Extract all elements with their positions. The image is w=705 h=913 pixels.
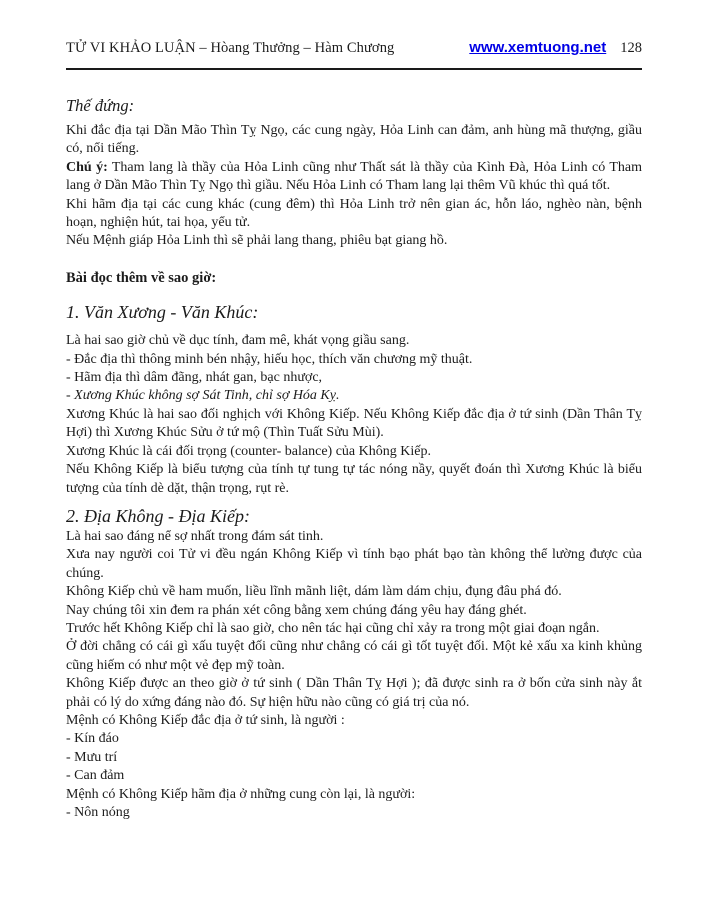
trait-item-muu-tri: - Mưu trí — [66, 749, 118, 765]
page-number: 128 — [620, 40, 642, 56]
read-more-heading: Bài đọc thêm về sao giờ: — [66, 269, 217, 286]
section1-paragraph-4: Nếu Không Kiếp là biểu tượng của tính tự tung tự tác nóng nầy, quyết đoán thì Xương Khúc là biểu tượng của tính dè dặt, thận trọng, rụt rè. — [66, 462, 642, 496]
section1-bullet-2: - Hãm địa thì dâm đãng, nhát gan, bạc nhược, — [66, 370, 323, 386]
section1-heading: 1. Văn Xương - Văn Khúc: — [66, 302, 259, 323]
section2-paragraph-8: Mệnh có Không Kiếp đắc địa ở tứ sinh, là người : — [66, 712, 345, 728]
section1-bullet-3: - Xương Khúc không sợ Sát Tinh, chỉ sợ Hóa Kỵ. — [66, 388, 340, 404]
section2-paragraph-7: Không Kiếp được an theo giờ ở tứ sinh ( Dần Thân Tỵ Hợi ); đã được sinh ra ở bốn cửa sinh này ắt phải có lý do xứng đáng nào đó. Sự hiện hữu nào cũng có giá trị của nó. — [66, 676, 642, 710]
section1-paragraph-2: Xương Khúc là hai sao đối nghịch với Không Kiếp. Nếu Không Kiếp đắc địa ở tứ sinh (Dần Thân Tỵ Hợi) thì Xương Khúc Sửu ở tứ mộ (Thìn Tuất Sửu Mùi). — [66, 406, 642, 441]
trait-item-can-dam: - Can đảm — [66, 768, 125, 784]
section2-paragraph-5: Trước hết Không Kiếp chỉ là sao giờ, cho nên tác hại cũng chỉ xảy ra trong một giai đoạn ngắn. — [66, 620, 600, 636]
section2-paragraph-9: Mệnh có Không Kiếp hãm địa ở những cung còn lại, là người: — [66, 786, 416, 802]
trait-item-non-nong: - Nôn nóng — [66, 805, 130, 820]
section1-paragraph-3: Xương Khúc là cái đối trọng (counter- balance) của Không Kiếp. — [66, 443, 431, 459]
intro-paragraph-menh-giap: Nếu Mệnh giáp Hỏa Linh thì sẽ phải lang thang, phiêu bạt giang hồ. — [66, 233, 448, 249]
section2-paragraph-6: Ở đời chẳng có cái gì xấu tuyệt đối cũng như chẳng có cái gì tốt tuyệt đối. Một kẻ xấu xa kinh khủng cũng hiếm có như một vẻ đẹp mỹ toàn. — [66, 639, 642, 673]
book-title: TỬ VI KHẢO LUẬN – Hòang Thưởng – Hàm Chương — [66, 40, 395, 56]
intro-heading: Thế đứng: — [66, 96, 135, 115]
section2-heading: 2. Địa Không - Địa Kiếp: — [66, 505, 250, 526]
section1-bullet-1: - Đắc địa thì thông minh bén nhậy, hiếu học, thích văn chương mỹ thuật. — [66, 351, 473, 367]
section2-paragraph-3: Không Kiếp chủ về ham muốn, liều lĩnh mãnh liệt, dám làm dám chịu, đụng đâu phá đó. — [66, 584, 562, 600]
page-header — [66, 38, 642, 58]
intro-paragraph-ham-dia: Khi hãm địa tại các cung khác (cung đêm) thì Hỏa Linh trở nên gian ác, hỗn láo, nghèo nàn, bệnh hoạn, nghiện hút, tai họa, yểu tử. — [66, 196, 642, 231]
intro-paragraph-dac-dia: Khi đắc địa tại Dần Mão Thìn Tỵ Ngọ, các cung ngày, Hỏa Linh can đảm, anh hùng mã thượng, giầu có, nổi tiếng. — [66, 123, 642, 157]
section2-paragraph-2: Xưa nay người coi Tử vi đều ngán Không Kiếp vì tính bạo phát bạo tàn không thể lường được của chúng. — [66, 547, 642, 581]
trait-item-kin-dao: - Kín đáo — [66, 731, 119, 747]
note-text: Tham lang là thầy của Hỏa Linh cũng như Thất sát là thầy của Kình Đà, Hỏa Linh có Tham lang ở Dần Mão Thìn Tỵ Ngọ thì giầu. Nếu Hỏa Linh có Tham lang lại thêm Vũ khúc thì quá tốt. — [66, 159, 642, 194]
section2-paragraph-4: Nay chúng tôi xin đem ra phán xét công bằng xem chúng đáng yêu hay đáng ghét. — [66, 602, 527, 618]
section1-paragraph-1: Là hai sao giờ chủ về dục tính, đam mê, khát vọng giầu sang. — [66, 333, 410, 349]
header-rule — [66, 68, 642, 70]
intro-note-paragraph — [66, 159, 642, 196]
section2-paragraph-1: Là hai sao đáng nể sợ nhất trong đám sát tinh. — [66, 528, 324, 544]
website-link[interactable]: www.xemtuong.net — [469, 39, 607, 56]
note-label: Chú ý: — [66, 159, 108, 175]
